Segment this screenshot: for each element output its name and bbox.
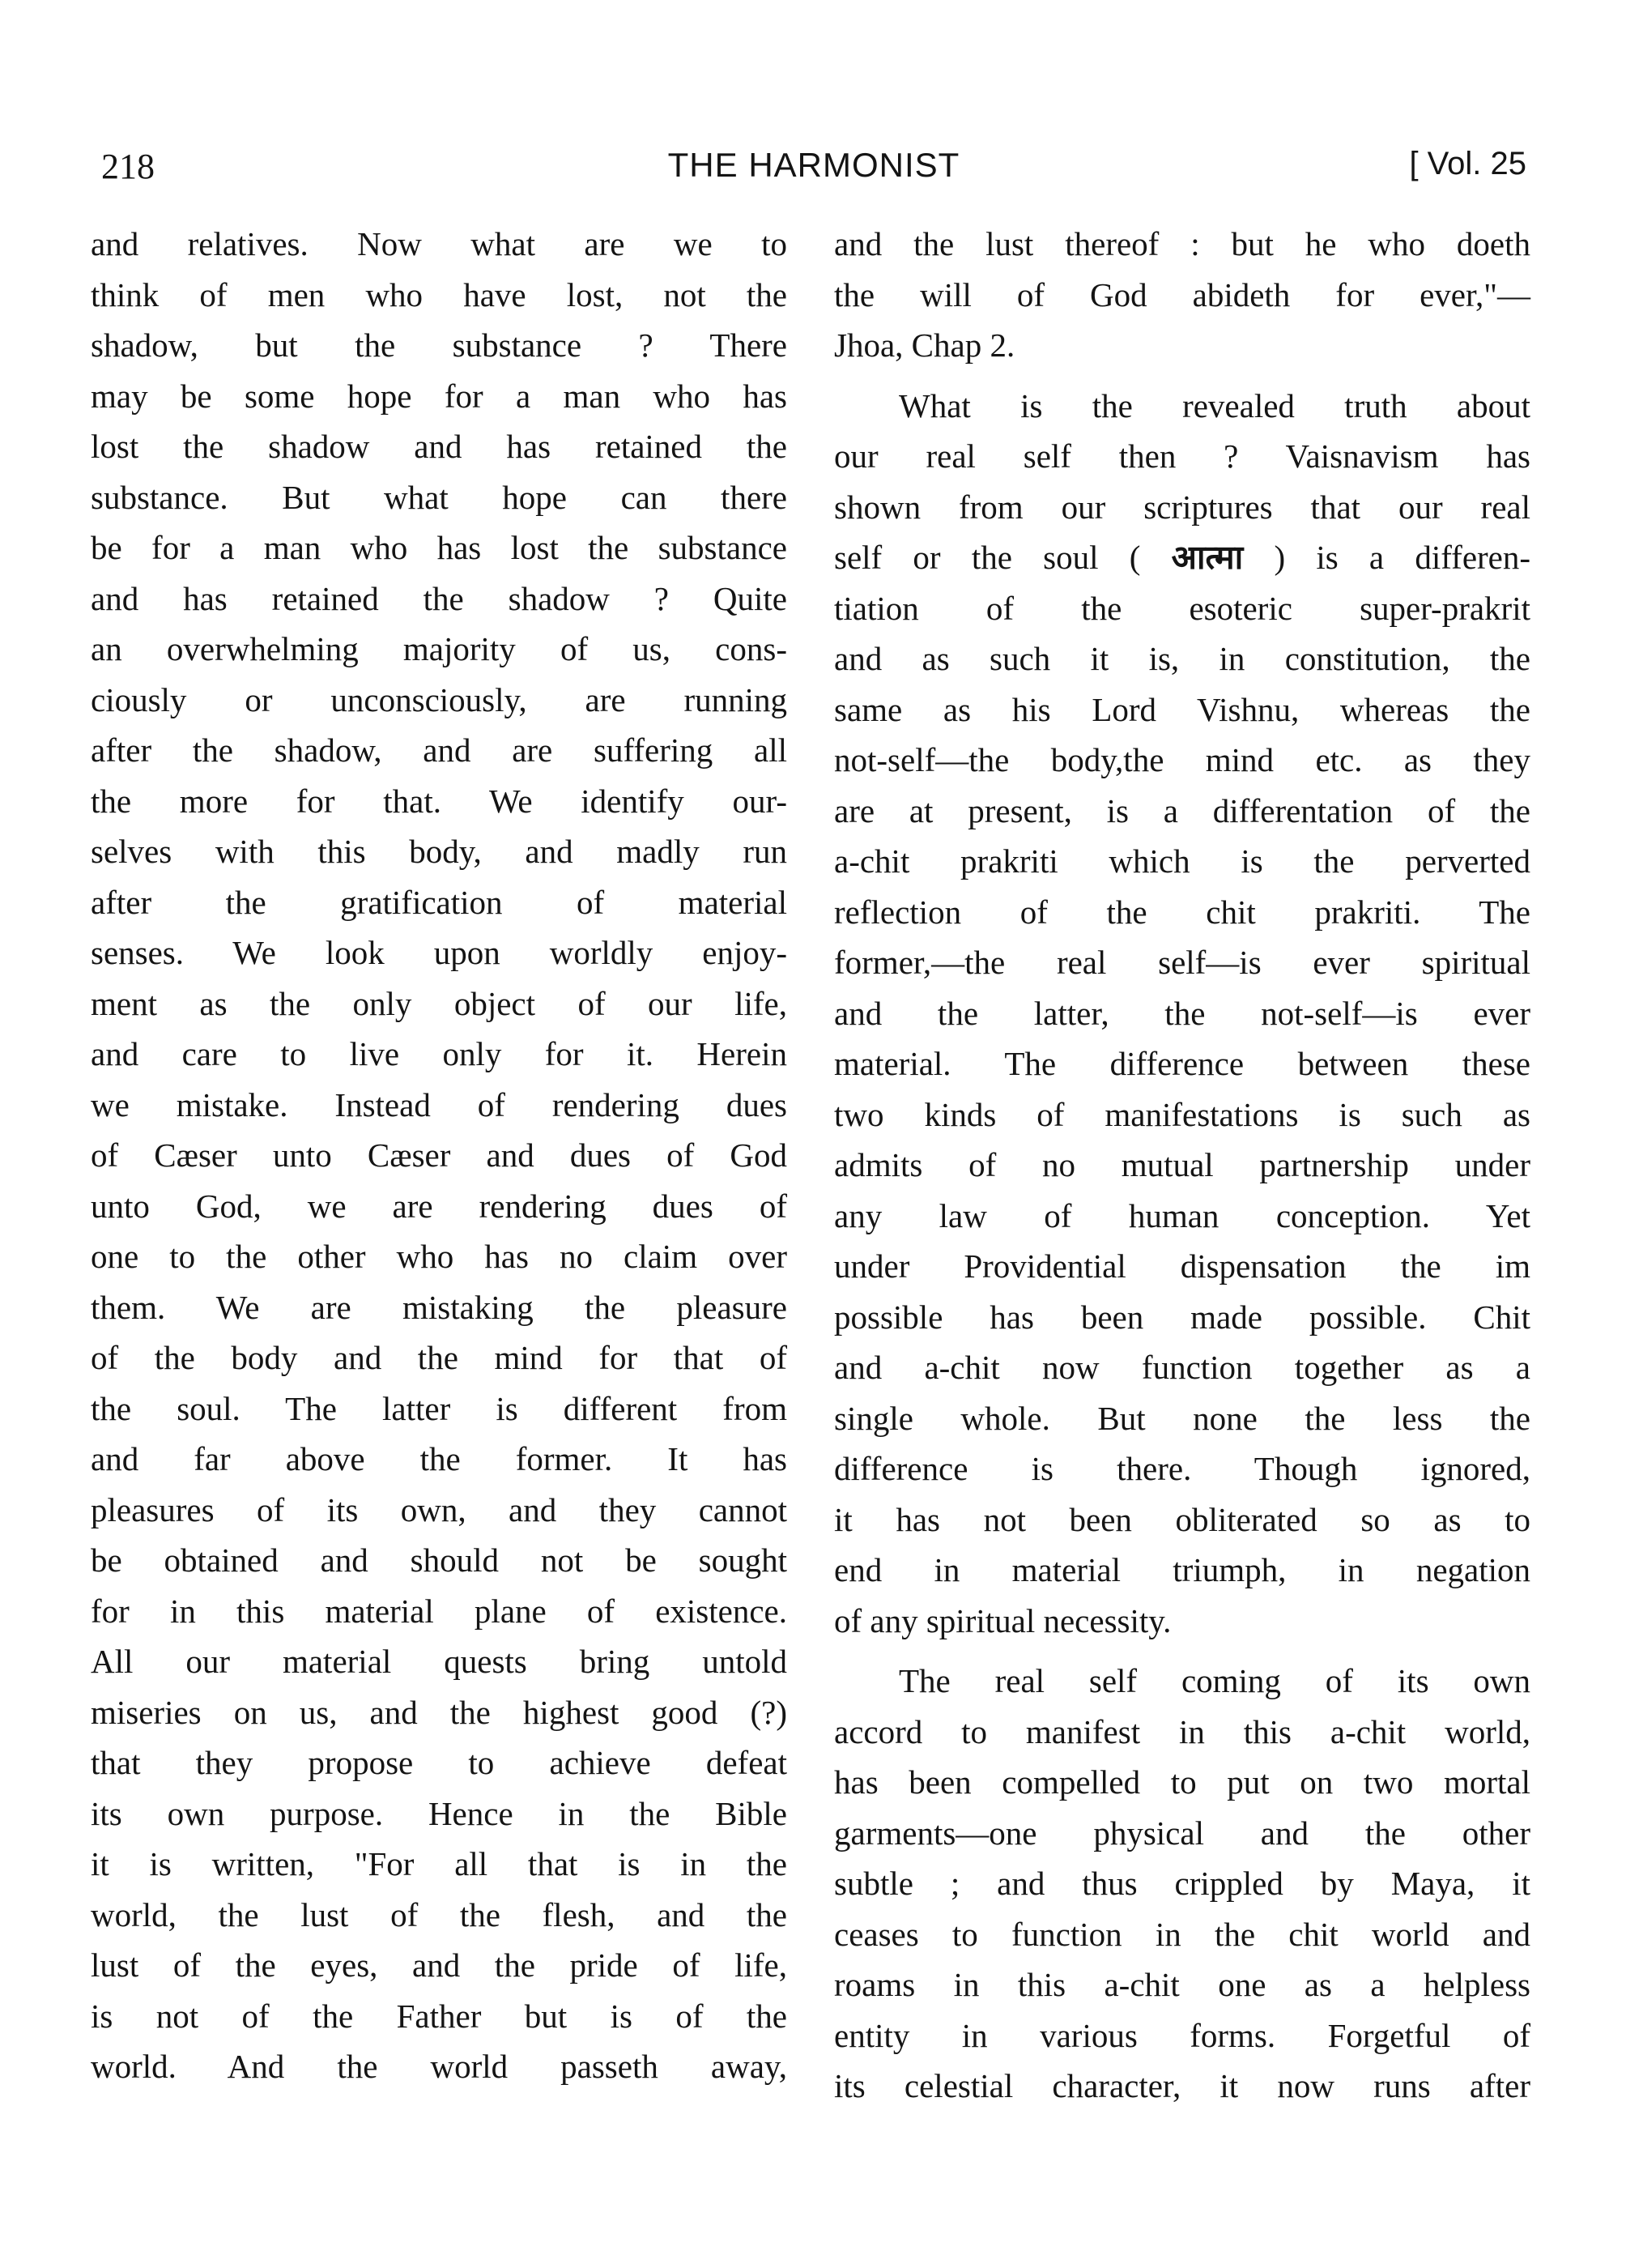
journal-title: THE HARMONIST	[667, 146, 960, 184]
text-line: and a-chit now function together as a	[834, 1349, 1530, 1386]
text-line: single whole. But none the less the	[834, 1399, 1530, 1437]
text-line: that they propose to achieve defeat	[91, 1744, 787, 1781]
text-line: under Providential dispensation the im	[834, 1247, 1530, 1285]
text-line: substance. But what hope can there	[91, 478, 787, 516]
text-line: lust of the eyes, and the pride of life,	[91, 1946, 787, 1984]
text-line: admits of no mutual partnership under	[834, 1146, 1530, 1183]
text-line: an overwhelming majority of us, cons-	[91, 630, 787, 667]
text-line: material. The difference between these	[834, 1045, 1530, 1082]
text-line: it is written, "For all that is in the	[91, 1845, 787, 1882]
text-line: reflection of the chit prakriti. The	[834, 893, 1530, 931]
text-line: accord to manifest in this a-chit world,	[834, 1712, 1530, 1750]
text-line: are at present, is a differentation of the	[834, 791, 1530, 829]
text-line: it has not been obliterated so as to	[834, 1500, 1530, 1538]
text-line: one to the other who has no claim over	[91, 1238, 787, 1275]
text-line: roams in this a-chit one as a helpless	[834, 1966, 1530, 2003]
text-line: not-self—the body,the mind etc. as they	[834, 741, 1530, 778]
text-line: selves with this body, and madly run	[91, 833, 787, 870]
text-line: for in this material plane of existence.	[91, 1592, 787, 1630]
text-line: we mistake. Instead of rendering dues	[91, 1085, 787, 1123]
text-line: lost the shadow and has retained the	[91, 428, 787, 465]
text-line: be for a man who has lost the substance	[91, 529, 787, 566]
text-line: garments—one physical and the other	[834, 1814, 1530, 1852]
text-line: them. We are mistaking the pleasure	[91, 1288, 787, 1326]
text-line: and care to live only for it. Herein	[91, 1035, 787, 1072]
devanagari-word: आत्मा	[1171, 538, 1244, 577]
text-line: of Cæser unto Cæser and dues of God	[91, 1136, 787, 1174]
text-line: its celestial character, it now runs after	[834, 2067, 1530, 2104]
text-line: has been compelled to put on two mortal	[834, 1763, 1530, 1801]
text-line: What is the revealed truth about	[899, 386, 1530, 424]
text-line: be obtained and should not be sought	[91, 1541, 787, 1579]
text-line: the soul. The latter is different from	[91, 1389, 787, 1427]
text-line: former,—the real self—is ever spiritual	[834, 944, 1530, 981]
text-line: Jhoa, Chap 2.	[834, 326, 1015, 364]
text-line: after the shadow, and are suffering all	[91, 731, 787, 769]
text-line: difference is there. Though ignored,	[834, 1450, 1530, 1487]
text-line: think of men who have lost, not the	[91, 275, 787, 313]
text-line: unto God, we are rendering dues of	[91, 1187, 787, 1225]
text-line: world. And the world passeth away,	[91, 2048, 787, 2085]
text-line: and relatives. Now what are we to	[91, 225, 787, 262]
text-line: possible has been made possible. Chit	[834, 1298, 1530, 1336]
text-line: any law of human conception. Yet	[834, 1196, 1530, 1234]
text-line: ceases to function in the chit world and	[834, 1915, 1530, 1953]
text-line: and the latter, the not-self—is ever	[834, 994, 1530, 1032]
text-line: entity in various forms. Forgetful of	[834, 2016, 1530, 2054]
text-line: senses. We look upon worldly enjoy-	[91, 934, 787, 971]
text-line: tiation of the esoteric super-prakrit	[834, 589, 1530, 627]
text-line: and far above the former. It has	[91, 1440, 787, 1477]
text-line: of any spiritual necessity.	[834, 1601, 1172, 1639]
text-line: shown from our scriptures that our real	[834, 488, 1530, 526]
text-line: miseries on us, and the highest good (?)	[91, 1693, 787, 1731]
paragraph-gap	[834, 371, 1530, 381]
paragraph-gap	[834, 1646, 1530, 1656]
text-line: shadow, but the substance ? There	[91, 326, 787, 364]
text-line: our real self then ? Vaisnavism has	[834, 437, 1530, 475]
text-line: is not of the Father but is of the	[91, 1997, 787, 2035]
text-line: and as such it is, in constitution, the	[834, 640, 1530, 677]
page-number: 218	[101, 147, 155, 186]
text-line: the will of God abideth for ever,"—	[834, 275, 1530, 313]
text-line: same as his Lord Vishnu, whereas the	[834, 690, 1530, 728]
text-line: All our material quests bring untold	[91, 1643, 787, 1680]
text-line: its own purpose. Hence in the Bible	[91, 1794, 787, 1832]
text-line: world, the lust of the flesh, and the	[91, 1895, 787, 1933]
text-fragment: self or the soul (	[834, 539, 1141, 576]
text-line: ment as the only object of our life,	[91, 984, 787, 1022]
text-line: pleasures of its own, and they cannot	[91, 1490, 787, 1528]
text-line: and the lust thereof : but he who doeth	[834, 225, 1530, 262]
text-line: ciously or unconsciously, are running	[91, 680, 787, 718]
text-line: subtle ; and thus crippled by Maya, it	[834, 1865, 1530, 1902]
text-fragment: ) is a differen-	[1274, 539, 1531, 576]
text-line: The real self coming of its own	[899, 1662, 1530, 1699]
text-line: a-chit prakriti which is the perverted	[834, 842, 1530, 880]
text-line: the more for that. We identify our-	[91, 782, 787, 820]
running-head	[101, 146, 1526, 194]
text-line: after the gratification of material	[91, 883, 787, 921]
left-column	[91, 219, 787, 2092]
text-line: end in material triumph, in negation	[834, 1551, 1530, 1588]
text-line: may be some hope for a man who has	[91, 377, 787, 415]
volume-label: [ Vol. 25	[1409, 146, 1526, 181]
text-line-with-devanagari	[834, 532, 1530, 583]
text-line: and has retained the shadow ? Quite	[91, 579, 787, 617]
text-line: of the body and the mind for that of	[91, 1339, 787, 1376]
text-line: two kinds of manifestations is such as	[834, 1095, 1530, 1133]
right-column	[834, 219, 1530, 2112]
